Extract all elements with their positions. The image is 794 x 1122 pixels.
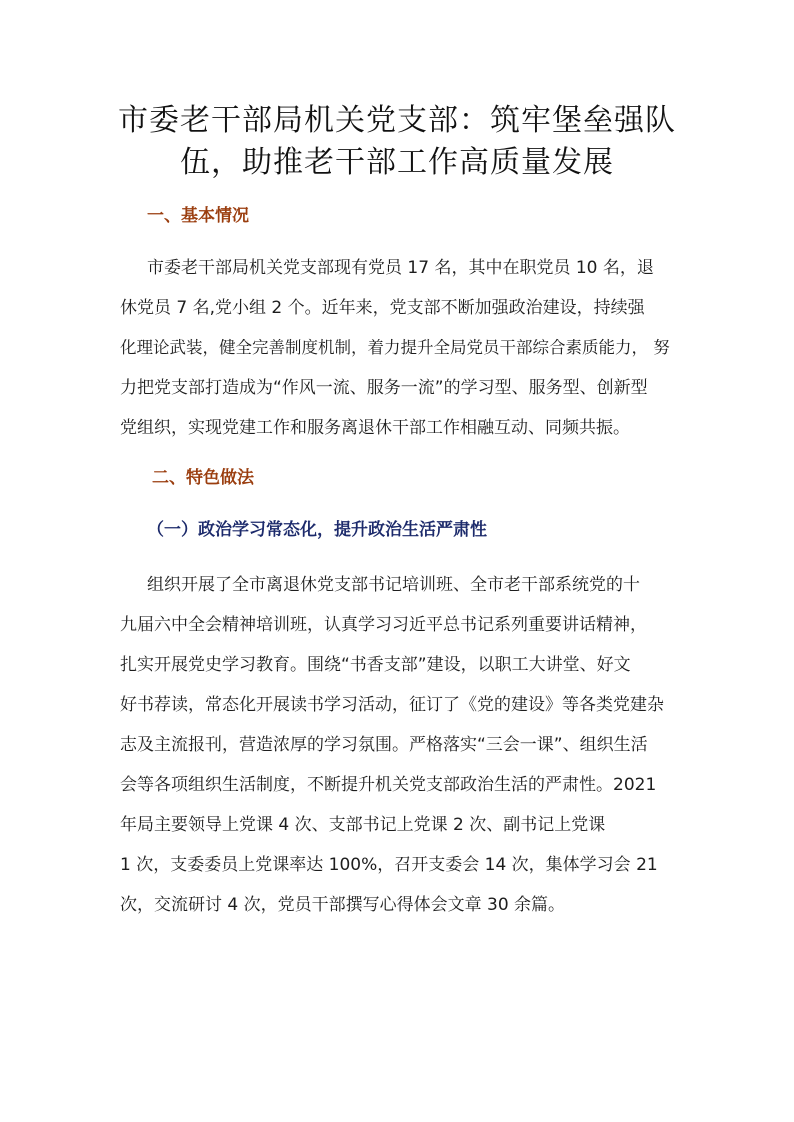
para2-line: 组织开展了全市离退休党支部书记培训班、全市老干部系统党的十 [147,575,640,595]
para2-line: 好书荐读，常态化开展读书学习活动，征订了《党的建设》等各类党建杂 [120,695,664,715]
para2-line: 1 次，支委委员上党课率达 100%，召开支委会 14 次，集体学习会 21 [120,855,658,875]
title-line-1: 市委老干部局机关党支部：筑牢堡垒强队 [118,103,676,138]
subheading-political-study: （一）政治学习常态化，提升政治生活严肃性 [147,520,487,540]
para1-line: 力把党支部打造成为“作风一流、服务一流”的学习型、服务型、创新型 [120,378,648,398]
heading-basic-situation: 一、基本情况 [147,206,249,226]
para2-line: 年局主要领导上党课 4 次、支部书记上党课 2 次、副书记上党课 [120,815,606,835]
para2-line: 次，交流研讨 4 次，党员干部撰写心得体会文章 30 余篇。 [120,895,566,915]
para2-line: 会等各项组织生活制度，不断提升机关党支部政治生活的严肃性。2021 [120,775,657,795]
heading-features: 二、特色做法 [152,468,254,488]
para2-line: 志及主流报刊，营造浓厚的学习氛围。严格落实“三会一课”、组织生活 [120,735,648,755]
para2-line: 扎实开展党史学习教育。围绕“书香支部”建设，以职工大讲堂、好文 [120,655,631,675]
document-title [100,100,694,184]
para1-line: 市委老干部局机关党支部现有党员 17 名，其中在职党员 10 名，退 [147,258,654,278]
title-line-2: 伍，助推老干部工作高质量发展 [180,145,614,180]
para2-line: 九届六中全会精神培训班，认真学习习近平总书记系列重要讲话精神， [120,615,647,635]
para1-line: 化理论武装，健全完善制度机制，着力提升全局党员干部综合素质能力， 努 [120,338,670,357]
para1-line: 休党员 7 名,党小组 2 个。近年来，党支部不断加强政治建设，持续强 [120,298,645,318]
para1-line: 党组织，实现党建工作和服务离退休干部工作相融互动、同频共振。 [120,418,630,438]
